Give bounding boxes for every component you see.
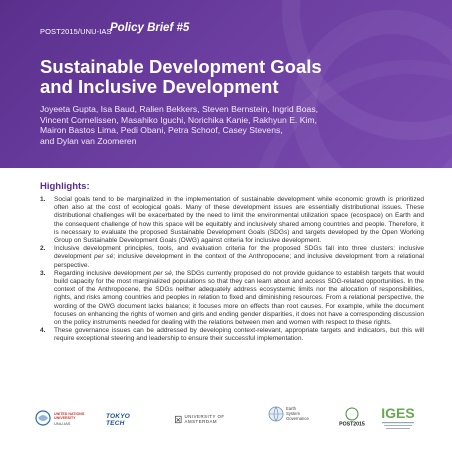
author-line: Vincent Cornelissen, Masahiko Iguchi, Norichika Kanie, Rakhyun E. Kim, <box>40 114 317 125</box>
post2015-logo <box>334 406 370 428</box>
title-line-2: and Inclusive Development <box>40 76 279 97</box>
university-of-amsterdam-logo: UNIVERSITY OF AMSTERDAM <box>175 414 245 424</box>
header-band <box>0 0 452 168</box>
highlight-item <box>40 245 424 270</box>
amsterdam-crest-icon <box>175 415 182 424</box>
earth-system-governance-logo <box>268 404 324 430</box>
post2015-mark-icon <box>334 406 370 428</box>
page-title <box>40 57 440 97</box>
author-line: Mairon Bastos Lima, Pedi Obani, Petra Schoof, Casey Stevens, <box>40 125 283 136</box>
highlight-text: These governance issues can be addressed by developing context-relevant, appropriate targets and indicators, but this will require exceptional steering and leadership to ensure their successful implementation. <box>54 327 424 343</box>
iges-logo <box>374 402 422 434</box>
highlights-heading: Highlights: <box>40 181 90 192</box>
highlight-number: 1. <box>40 196 46 203</box>
highlight-text: Inclusive development principles, tools, and evaluation criteria for the proposed SDGs fall into three clusters: inclusive development per sé; inclusive development in the context of the Anthropocene; and inclusive development from a relational perspective. <box>54 245 425 269</box>
tokyo-tech-logo: TOKYO TECH <box>106 413 130 427</box>
unu-emblem-icon <box>34 408 52 434</box>
author-line: Joyeeta Gupta, Isa Baud, Ralien Bekkers, Steven Bernstein, Ingrid Boas, <box>40 104 319 114</box>
iges-mark-icon <box>374 402 422 434</box>
series-label: POST2015/UNU-IAS <box>40 27 112 36</box>
highlights-list <box>40 196 424 344</box>
highlight-item <box>40 327 424 343</box>
highlight-text: Regarding inclusive development per sé, the SDGs currently proposed do not provide guidance to establish targets that would build capacity for the most marginalized populations so that they can learn about and access SDG-related opportunities. In the context of the Anthropocene, the SDGs neither adequately address ecosystemic limits nor the allocation of responsibilities, rights, and risks among countries and peoples in relation to fixed and diminishing resources. From a relational perspective, the wording of the OWG document lacks balance; it focuses more on effects than root causes. For example, while the document focuses on enhancing the rights of women and girls and ending gender disparities, it does not have a corresponding discussion on the policy instruments needed for dealing with the relations between men and women with respect to these rights. <box>54 269 424 327</box>
earth-system-governance-name: Earth System Governance <box>286 406 309 421</box>
unu-name: UNITED NATIONS UNIVERSITY <box>54 412 85 420</box>
post2015-text: POST2015 <box>339 421 365 428</box>
title-line-1: Sustainable Development Goals <box>40 56 322 77</box>
highlight-number: 2. <box>40 245 46 253</box>
highlight-item <box>40 196 424 245</box>
highlight-number: 4. <box>40 327 46 335</box>
partner-logos <box>0 388 452 452</box>
brief-number: Policy Brief #5 <box>110 22 190 34</box>
globe-icon <box>268 406 284 422</box>
author-line: and Dylan van Zoomeren <box>40 135 137 146</box>
unu-ias-label: UNU-IAS <box>54 421 71 426</box>
unu-ias-logo <box>34 408 90 438</box>
highlight-text: Social goals tend to be marginalized in the implementation of sustainable development while economic growth is prioritized often also at the cost of ecological goals. Many of these development issues are essentially distributional issues. These distributional challenges will be exacerbated by the need to limit the environmental utilization space (ecospace) on Earth and the consequent challenge of how this space will be equitably and inclusively shared among countries and people. Therefore, it is necessary to evaluate the proposed Sustainable Development Goals (SDGs) and targets developed by the Open Working Group on Sustainable Development Goals (OWG) against criteria for inclusive development. <box>54 196 424 245</box>
highlight-number: 3. <box>40 269 46 277</box>
highlight-item <box>40 270 424 327</box>
author-list <box>40 104 440 146</box>
iges-text: IGES <box>381 405 415 421</box>
